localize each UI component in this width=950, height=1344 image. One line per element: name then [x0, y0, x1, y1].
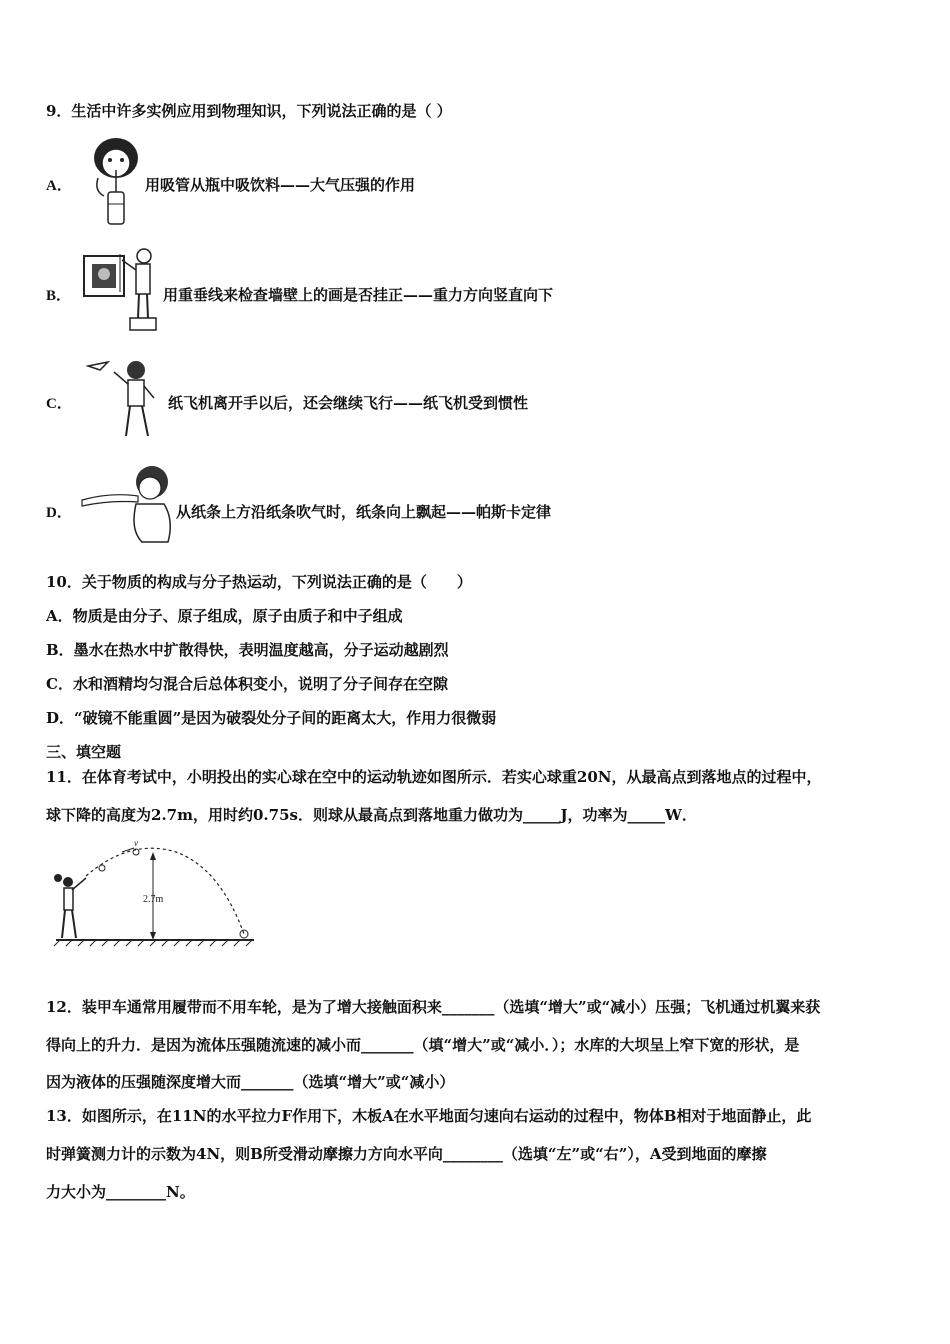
shot-put-trajectory-figure	[50, 838, 260, 948]
boy-plumb-line-picture-icon	[80, 246, 164, 336]
q11-line2: 球下降的高度为2.7m，用时约0.75s．则球从最高点到落地重力做功为_____J，功率为_____W．	[46, 806, 697, 824]
q9-option-c-label: C．	[46, 396, 72, 412]
q10-stem: 10．关于物质的构成与分子热运动，下列说法正确的是（ ）	[46, 573, 472, 591]
q10-option-b: B．墨水在热水中扩散得快，表明温度越高，分子运动越剧烈	[46, 641, 449, 659]
q13-line2: 时弹簧测力计的示数为4N，则B所受滑动摩擦力方向水平向________（选填“左”或“右”），A受到地面的摩擦	[46, 1145, 767, 1163]
velocity-label: v	[134, 838, 138, 848]
boy-paper-plane-icon	[86, 356, 168, 442]
q10-option-d: D．“破镜不能重圆”是因为破裂处分子间的距离太大，作用力很微弱	[46, 709, 497, 727]
q12-line2: 得向上的升力．是因为流体压强随流速的减小而_______（填“增大”或“减小．）；水库的大坝呈上窄下宽的形状，是	[46, 1036, 800, 1054]
q9-option-b-label: B．	[46, 288, 72, 304]
q9-stem: 9．生活中许多实例应用到物理知识，下列说法正确的是（ ）	[46, 102, 452, 120]
height-label: 2.7m	[143, 894, 164, 905]
q10-option-c: C．水和酒精均匀混合后总体积变小，说明了分子间存在空隙	[46, 675, 448, 693]
q12-line1: 12．装甲车通常用履带而不用车轮，是为了增大接触面积来_______（选填“增大”或“减小）压强；飞机通过机翼来获	[46, 998, 821, 1016]
q13-line3: 力大小为________N。	[46, 1183, 195, 1201]
q9-option-c-text: 纸飞机离开手以后，还会继续飞行——纸飞机受到惯性	[168, 394, 529, 412]
q11-line1: 11．在体育考试中，小明投出的实心球在空中的运动轨迹如图所示．若实心球重20N，从最高点到落地点的过程中，	[46, 768, 822, 786]
boy-blowing-paper-icon	[80, 460, 180, 546]
q9-option-d-text: 从纸条上方沿纸条吹气时，纸条向上飘起——帕斯卡定律	[176, 503, 552, 521]
q9-option-d-label: D．	[46, 505, 72, 521]
q9-option-a-label: A．	[46, 178, 72, 194]
section-heading: 三、填空题	[46, 743, 122, 761]
q12-line3: 因为液体的压强随深度增大而_______（选填“增大”或“减小）	[46, 1073, 455, 1091]
q13-line1: 13．如图所示，在11N的水平拉力F作用下，木板A在水平地面匀速向右运动的过程中，物体B相对于地面静止，此	[46, 1107, 812, 1125]
girl-drinking-straw-icon	[84, 136, 148, 228]
q9-option-b-text: 用重垂线来检查墙壁上的画是否挂正——重力方向竖直向下	[163, 286, 554, 304]
q10-option-a: A．物质是由分子、原子组成，原子由质子和中子组成	[46, 607, 403, 625]
q9-option-a-text: 用吸管从瓶中吸饮料——大气压强的作用	[145, 176, 416, 194]
